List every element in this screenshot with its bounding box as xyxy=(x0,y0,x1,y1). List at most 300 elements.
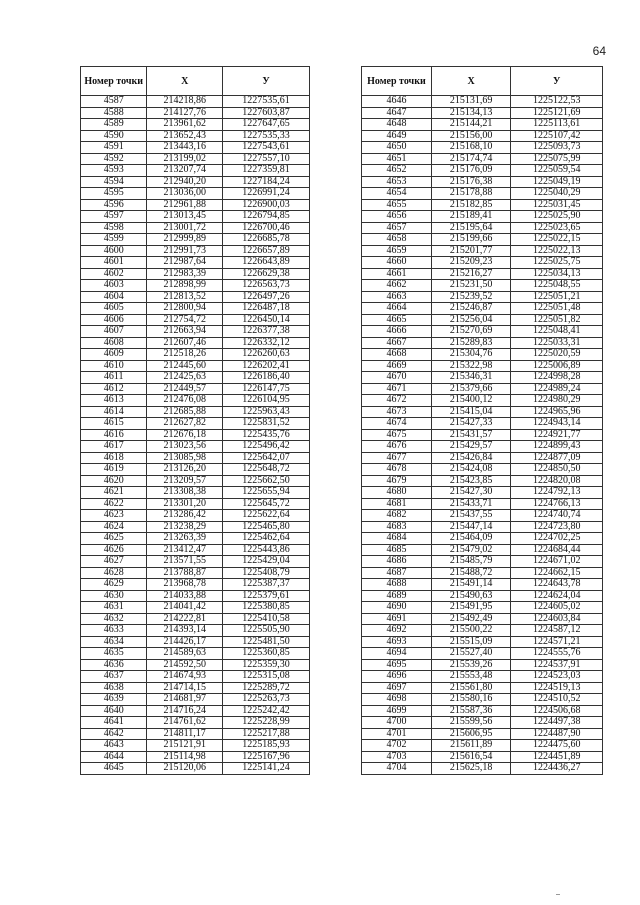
cell-x: 214041,42 xyxy=(147,602,223,614)
cell-x: 212518,26 xyxy=(147,349,223,361)
header-x: X xyxy=(147,67,223,96)
cell-y: 1226202,41 xyxy=(222,360,309,372)
cell-point-number: 4657 xyxy=(362,222,432,234)
cell-point-number: 4592 xyxy=(81,153,147,165)
cell-y: 1224989,24 xyxy=(511,383,603,395)
cell-x: 215379,66 xyxy=(431,383,511,395)
cell-x: 215479,02 xyxy=(431,544,511,556)
cell-point-number: 4606 xyxy=(81,314,147,326)
table-row xyxy=(81,176,310,188)
table-row xyxy=(81,671,310,683)
cell-y: 1227557,10 xyxy=(222,153,309,165)
table-row xyxy=(81,579,310,591)
table-row xyxy=(362,360,603,372)
cell-y: 1225022,13 xyxy=(511,245,603,257)
cell-y: 1225093,73 xyxy=(511,142,603,154)
cell-y: 1225122,53 xyxy=(511,96,603,108)
cell-y: 1226186,40 xyxy=(222,372,309,384)
cell-point-number: 4590 xyxy=(81,130,147,142)
cell-y: 1224555,76 xyxy=(511,648,603,660)
cell-y: 1225429,04 xyxy=(222,556,309,568)
cell-y: 1224523,03 xyxy=(511,671,603,683)
cell-x: 215606,95 xyxy=(431,728,511,740)
table-row xyxy=(362,475,603,487)
cell-y: 1224510,52 xyxy=(511,694,603,706)
cell-point-number: 4668 xyxy=(362,349,432,361)
table-row xyxy=(362,406,603,418)
cell-point-number: 4607 xyxy=(81,326,147,338)
cell-y: 1225121,69 xyxy=(511,107,603,119)
table-row xyxy=(362,429,603,441)
table-row xyxy=(362,395,603,407)
cell-x: 215539,26 xyxy=(431,659,511,671)
cell-point-number: 4588 xyxy=(81,107,147,119)
cell-x: 215447,14 xyxy=(431,521,511,533)
cell-x: 212685,88 xyxy=(147,406,223,418)
cell-x: 215134,13 xyxy=(431,107,511,119)
cell-y: 1224792,13 xyxy=(511,487,603,499)
table-row xyxy=(81,544,310,556)
cell-x: 213023,56 xyxy=(147,441,223,453)
cell-point-number: 4619 xyxy=(81,464,147,476)
cell-x: 215176,38 xyxy=(431,176,511,188)
cell-point-number: 4615 xyxy=(81,418,147,430)
cell-x: 215587,36 xyxy=(431,705,511,717)
table-row xyxy=(81,96,310,108)
cell-x: 215599,56 xyxy=(431,717,511,729)
cell-point-number: 4683 xyxy=(362,521,432,533)
cell-point-number: 4680 xyxy=(362,487,432,499)
table-row xyxy=(81,234,310,246)
table-row xyxy=(362,337,603,349)
cell-point-number: 4678 xyxy=(362,464,432,476)
cell-y: 1225167,96 xyxy=(222,751,309,763)
table-row xyxy=(362,107,603,119)
cell-point-number: 4703 xyxy=(362,751,432,763)
table-row xyxy=(81,590,310,602)
cell-point-number: 4691 xyxy=(362,613,432,625)
cell-x: 213209,57 xyxy=(147,475,223,487)
table-row xyxy=(81,349,310,361)
table-row xyxy=(81,142,310,154)
cell-x: 215400,12 xyxy=(431,395,511,407)
cell-y: 1224965,96 xyxy=(511,406,603,418)
cell-x: 215144,21 xyxy=(431,119,511,131)
page-number: 64 xyxy=(592,44,606,58)
cell-point-number: 4589 xyxy=(81,119,147,131)
table-row xyxy=(362,510,603,522)
cell-point-number: 4648 xyxy=(362,119,432,131)
cell-x: 215433,71 xyxy=(431,498,511,510)
table-row xyxy=(81,418,310,430)
cell-x: 215580,16 xyxy=(431,694,511,706)
table-row xyxy=(81,751,310,763)
cell-point-number: 4694 xyxy=(362,648,432,660)
cell-point-number: 4681 xyxy=(362,498,432,510)
cell-point-number: 4699 xyxy=(362,705,432,717)
cell-y: 1225315,08 xyxy=(222,671,309,683)
table-row xyxy=(362,751,603,763)
table-row xyxy=(362,441,603,453)
cell-y: 1225359,30 xyxy=(222,659,309,671)
cell-y: 1224571,21 xyxy=(511,636,603,648)
table-row xyxy=(362,613,603,625)
table-row xyxy=(362,636,603,648)
cell-y: 1224497,38 xyxy=(511,717,603,729)
cell-y: 1224899,43 xyxy=(511,441,603,453)
cell-point-number: 4595 xyxy=(81,188,147,200)
cell-point-number: 4677 xyxy=(362,452,432,464)
cell-x: 213199,02 xyxy=(147,153,223,165)
cell-point-number: 4646 xyxy=(362,96,432,108)
cell-point-number: 4666 xyxy=(362,326,432,338)
cell-y: 1226657,89 xyxy=(222,245,309,257)
cell-y: 1225033,31 xyxy=(511,337,603,349)
cell-y: 1225049,19 xyxy=(511,176,603,188)
cell-point-number: 4656 xyxy=(362,211,432,223)
cell-point-number: 4672 xyxy=(362,395,432,407)
cell-y: 1224877,09 xyxy=(511,452,603,464)
table-row xyxy=(81,682,310,694)
table-row xyxy=(362,383,603,395)
cell-point-number: 4632 xyxy=(81,613,147,625)
cell-x: 214716,24 xyxy=(147,705,223,717)
table-row xyxy=(362,234,603,246)
cell-x: 215199,66 xyxy=(431,234,511,246)
cell-y: 1226260,63 xyxy=(222,349,309,361)
table-row xyxy=(362,567,603,579)
cell-point-number: 4631 xyxy=(81,602,147,614)
cell-y: 1225435,76 xyxy=(222,429,309,441)
cell-point-number: 4610 xyxy=(81,360,147,372)
header-x: X xyxy=(431,67,511,96)
cell-y: 1225141,24 xyxy=(222,763,309,775)
cell-point-number: 4702 xyxy=(362,740,432,752)
cell-x: 215156,00 xyxy=(431,130,511,142)
cell-y: 1227647,65 xyxy=(222,119,309,131)
table-row xyxy=(362,176,603,188)
cell-y: 1225107,42 xyxy=(511,130,603,142)
cell-x: 215424,08 xyxy=(431,464,511,476)
cell-point-number: 4665 xyxy=(362,314,432,326)
cell-x: 212961,88 xyxy=(147,199,223,211)
table-row xyxy=(81,326,310,338)
cell-x: 213961,62 xyxy=(147,119,223,131)
cell-point-number: 4650 xyxy=(362,142,432,154)
cell-x: 215492,49 xyxy=(431,613,511,625)
table-row xyxy=(362,326,603,338)
cell-point-number: 4644 xyxy=(81,751,147,763)
cell-y: 1224662,15 xyxy=(511,567,603,579)
coordinates-table-right xyxy=(361,66,603,775)
table-row xyxy=(362,521,603,533)
cell-point-number: 4643 xyxy=(81,740,147,752)
cell-point-number: 4655 xyxy=(362,199,432,211)
table-row xyxy=(81,372,310,384)
table-row xyxy=(81,314,310,326)
cell-y: 1226487,18 xyxy=(222,303,309,315)
cell-x: 214589,63 xyxy=(147,648,223,660)
cell-x: 214127,76 xyxy=(147,107,223,119)
table-row xyxy=(362,602,603,614)
table-row xyxy=(81,383,310,395)
table-row xyxy=(81,130,310,142)
table-row xyxy=(81,705,310,717)
table-row xyxy=(362,717,603,729)
cell-y: 1225051,48 xyxy=(511,303,603,315)
cell-y: 1227543,61 xyxy=(222,142,309,154)
cell-point-number: 4616 xyxy=(81,429,147,441)
table-row xyxy=(81,107,310,119)
cell-x: 213308,38 xyxy=(147,487,223,499)
cell-x: 215131,69 xyxy=(431,96,511,108)
table-row xyxy=(81,268,310,280)
cell-y: 1225963,43 xyxy=(222,406,309,418)
table-row xyxy=(81,498,310,510)
table-row xyxy=(362,130,603,142)
cell-point-number: 4599 xyxy=(81,234,147,246)
cell-point-number: 4669 xyxy=(362,360,432,372)
cell-point-number: 4628 xyxy=(81,567,147,579)
table-row xyxy=(362,245,603,257)
cell-x: 214426,17 xyxy=(147,636,223,648)
cell-point-number: 4697 xyxy=(362,682,432,694)
cell-x: 215121,91 xyxy=(147,740,223,752)
cell-point-number: 4587 xyxy=(81,96,147,108)
cell-x: 212898,99 xyxy=(147,280,223,292)
cell-x: 215616,54 xyxy=(431,751,511,763)
cell-point-number: 4692 xyxy=(362,625,432,637)
table-row xyxy=(362,544,603,556)
cell-point-number: 4593 xyxy=(81,165,147,177)
table-row xyxy=(362,556,603,568)
cell-point-number: 4701 xyxy=(362,728,432,740)
table-row xyxy=(81,659,310,671)
cell-y: 1224603,84 xyxy=(511,613,603,625)
table-row xyxy=(81,211,310,223)
table-row xyxy=(362,372,603,384)
table-row xyxy=(362,694,603,706)
cell-y: 1225360,85 xyxy=(222,648,309,660)
cell-y: 1225289,72 xyxy=(222,682,309,694)
cell-point-number: 4667 xyxy=(362,337,432,349)
table-row xyxy=(362,705,603,717)
cell-point-number: 4623 xyxy=(81,510,147,522)
cell-x: 215270,69 xyxy=(431,326,511,338)
cell-y: 1225031,45 xyxy=(511,199,603,211)
table-row xyxy=(362,464,603,476)
cell-y: 1225408,79 xyxy=(222,567,309,579)
table-row xyxy=(362,222,603,234)
cell-x: 212983,39 xyxy=(147,268,223,280)
cell-x: 215429,57 xyxy=(431,441,511,453)
cell-x: 212754,72 xyxy=(147,314,223,326)
cell-x: 214222,81 xyxy=(147,613,223,625)
cell-x: 215464,09 xyxy=(431,533,511,545)
table-row xyxy=(362,682,603,694)
cell-y: 1225648,72 xyxy=(222,464,309,476)
cell-point-number: 4659 xyxy=(362,245,432,257)
cell-point-number: 4614 xyxy=(81,406,147,418)
cell-x: 215120,06 xyxy=(147,763,223,775)
cell-point-number: 4617 xyxy=(81,441,147,453)
cell-point-number: 4613 xyxy=(81,395,147,407)
header-point-number: Номер точки xyxy=(362,67,432,96)
cell-y: 1225831,52 xyxy=(222,418,309,430)
table-row xyxy=(81,556,310,568)
cell-y: 1226629,38 xyxy=(222,268,309,280)
cell-y: 1224451,89 xyxy=(511,751,603,763)
cell-y: 1226563,73 xyxy=(222,280,309,292)
cell-point-number: 4621 xyxy=(81,487,147,499)
cell-x: 213443,16 xyxy=(147,142,223,154)
table-row xyxy=(81,648,310,660)
table-row xyxy=(362,96,603,108)
cell-x: 215304,76 xyxy=(431,349,511,361)
cell-point-number: 4636 xyxy=(81,659,147,671)
cell-x: 215168,10 xyxy=(431,142,511,154)
cell-y: 1225006,89 xyxy=(511,360,603,372)
cell-x: 215256,04 xyxy=(431,314,511,326)
cell-point-number: 4629 xyxy=(81,579,147,591)
cell-x: 213652,43 xyxy=(147,130,223,142)
table-row xyxy=(362,199,603,211)
table-row xyxy=(362,153,603,165)
cell-x: 212449,57 xyxy=(147,383,223,395)
table-row xyxy=(362,579,603,591)
table-row xyxy=(81,406,310,418)
cell-x: 214218,86 xyxy=(147,96,223,108)
cell-y: 1225048,55 xyxy=(511,280,603,292)
cell-y: 1224519,13 xyxy=(511,682,603,694)
cell-point-number: 4601 xyxy=(81,257,147,269)
header-y: У xyxy=(511,67,603,96)
cell-point-number: 4630 xyxy=(81,590,147,602)
cell-x: 215423,85 xyxy=(431,475,511,487)
table-row xyxy=(81,740,310,752)
cell-point-number: 4608 xyxy=(81,337,147,349)
cell-point-number: 4622 xyxy=(81,498,147,510)
table-row xyxy=(81,625,310,637)
cell-x: 213412,47 xyxy=(147,544,223,556)
table-row xyxy=(362,498,603,510)
cell-point-number: 4693 xyxy=(362,636,432,648)
table-row xyxy=(362,303,603,315)
header-y: У xyxy=(222,67,309,96)
table-row xyxy=(81,763,310,775)
cell-y: 1225075,99 xyxy=(511,153,603,165)
cell-x: 215500,22 xyxy=(431,625,511,637)
cell-y: 1224643,78 xyxy=(511,579,603,591)
cell-y: 1225228,99 xyxy=(222,717,309,729)
cell-y: 1225242,42 xyxy=(222,705,309,717)
cell-y: 1226104,95 xyxy=(222,395,309,407)
cell-point-number: 4676 xyxy=(362,441,432,453)
cell-x: 214393,14 xyxy=(147,625,223,637)
table-row xyxy=(81,567,310,579)
cell-y: 1227535,33 xyxy=(222,130,309,142)
table-row xyxy=(81,636,310,648)
cell-y: 1226991,24 xyxy=(222,188,309,200)
cell-y: 1224766,13 xyxy=(511,498,603,510)
cell-y: 1225410,58 xyxy=(222,613,309,625)
cell-point-number: 4700 xyxy=(362,717,432,729)
cell-point-number: 4605 xyxy=(81,303,147,315)
cell-point-number: 4618 xyxy=(81,452,147,464)
table-row xyxy=(81,360,310,372)
cell-x: 213036,00 xyxy=(147,188,223,200)
cell-x: 215426,84 xyxy=(431,452,511,464)
cell-x: 215114,98 xyxy=(147,751,223,763)
cell-x: 215488,72 xyxy=(431,567,511,579)
table-row xyxy=(81,717,310,729)
cell-point-number: 4653 xyxy=(362,176,432,188)
cell-x: 215527,40 xyxy=(431,648,511,660)
table-row xyxy=(362,659,603,671)
cell-point-number: 4645 xyxy=(81,763,147,775)
cell-x: 212999,89 xyxy=(147,234,223,246)
cell-y: 1224820,08 xyxy=(511,475,603,487)
table-row xyxy=(81,245,310,257)
cell-y: 1225048,41 xyxy=(511,326,603,338)
cell-x: 215515,09 xyxy=(431,636,511,648)
table-row xyxy=(81,257,310,269)
cell-x: 215239,52 xyxy=(431,291,511,303)
cell-x: 215415,04 xyxy=(431,406,511,418)
cell-point-number: 4658 xyxy=(362,234,432,246)
cell-point-number: 4689 xyxy=(362,590,432,602)
cell-y: 1224998,28 xyxy=(511,372,603,384)
cell-point-number: 4627 xyxy=(81,556,147,568)
table-row xyxy=(362,280,603,292)
cell-point-number: 4664 xyxy=(362,303,432,315)
cell-point-number: 4698 xyxy=(362,694,432,706)
table-row xyxy=(81,694,310,706)
table-header-row xyxy=(362,67,603,96)
table-row xyxy=(81,119,310,131)
cell-x: 213085,98 xyxy=(147,452,223,464)
table-row xyxy=(81,188,310,200)
cell-y: 1224671,02 xyxy=(511,556,603,568)
cell-y: 1226643,89 xyxy=(222,257,309,269)
cell-x: 212676,18 xyxy=(147,429,223,441)
table-row xyxy=(81,429,310,441)
cell-y: 1225443,86 xyxy=(222,544,309,556)
cell-x: 215491,95 xyxy=(431,602,511,614)
cell-x: 215485,79 xyxy=(431,556,511,568)
cell-x: 215490,63 xyxy=(431,590,511,602)
table-row xyxy=(362,119,603,131)
cell-x: 215246,87 xyxy=(431,303,511,315)
cell-x: 214761,62 xyxy=(147,717,223,729)
cell-y: 1225020,59 xyxy=(511,349,603,361)
cell-x: 215611,89 xyxy=(431,740,511,752)
cell-x: 213968,78 xyxy=(147,579,223,591)
cell-point-number: 4602 xyxy=(81,268,147,280)
cell-x: 215553,48 xyxy=(431,671,511,683)
cell-y: 1225645,72 xyxy=(222,498,309,510)
table-row xyxy=(362,418,603,430)
table-row xyxy=(81,464,310,476)
cell-x: 215322,98 xyxy=(431,360,511,372)
cell-x: 212425,63 xyxy=(147,372,223,384)
cell-y: 1225505,90 xyxy=(222,625,309,637)
cell-y: 1225217,88 xyxy=(222,728,309,740)
table-row xyxy=(81,222,310,234)
table-row xyxy=(362,291,603,303)
table-row xyxy=(81,510,310,522)
cell-point-number: 4682 xyxy=(362,510,432,522)
